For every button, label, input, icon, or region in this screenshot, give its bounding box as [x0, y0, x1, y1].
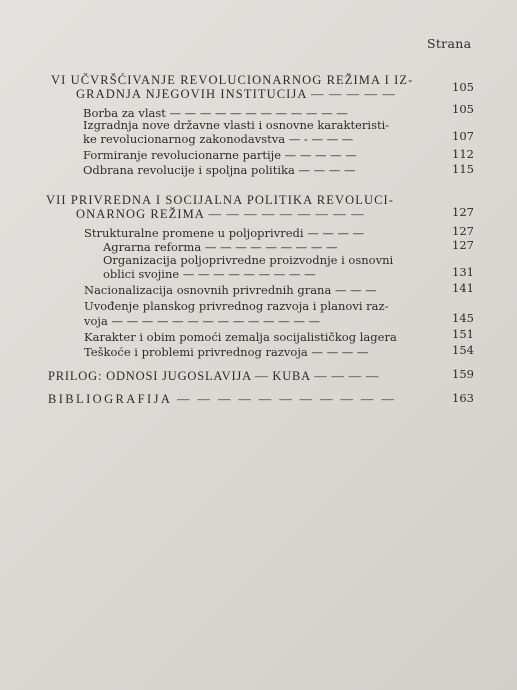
toc-page-number: 127: [452, 224, 474, 238]
toc-page-number: 127: [452, 205, 474, 219]
toc-entry-strukturalne: Strukturalne promene u poljoprivredi — — — —: [84, 226, 365, 240]
strana-header: Strana: [427, 36, 472, 51]
toc-entry-uvodjenje-line1: Uvođenje planskog privrednog razvoja i planovi raz-: [84, 299, 389, 313]
toc-page-number: 105: [452, 80, 474, 94]
toc-page-number: 141: [452, 281, 474, 295]
toc-entry-karakter: Karakter i obim pomoći zemalja socijalističkog lagera: [84, 330, 397, 344]
toc-page-number: 154: [452, 343, 474, 357]
toc-entry-borba: Borba za vlast — — — — — — — — — — — —: [83, 106, 348, 120]
toc-page-number: 112: [452, 147, 474, 161]
toc-chapter-vii-line1: VII PRIVREDNA I SOCIJALNA POLITIKA REVOLUCI-: [46, 193, 395, 207]
toc-subentry-agrarna: Agrarna reforma — — — — — — — — —: [103, 240, 338, 254]
toc-page-number: 145: [452, 311, 474, 325]
toc-subentry-organizacija-line1: Organizacija poljoprivredne proizvodnje i osnovni: [103, 253, 394, 267]
toc-entry-nacionalizacija: Nacionalizacija osnovnih privrednih grana — — —: [84, 283, 377, 297]
toc-page-number: 127: [452, 238, 474, 252]
toc-page-number: 159: [452, 367, 474, 381]
toc-page-number: 105: [452, 102, 474, 116]
toc-subentry-organizacija-line2: oblici svojine — — — — — — — — —: [103, 267, 316, 281]
toc-entry-izgradnja-line2: ke revolucionarnog zakonodavstva — - — — —: [83, 132, 354, 146]
toc-chapter-vii-line2: ONARNOG REŽIMA — — — — — — — — —: [76, 207, 365, 221]
toc-entry-teskoce: Teškoće i problemi privrednog razvoja — — — —: [84, 345, 369, 359]
toc-page-number: 115: [452, 162, 474, 176]
toc-page-number: 107: [452, 129, 474, 143]
toc-bibliografija: BIBLIOGRAFIJA — — — — — — — — — — —: [48, 392, 397, 406]
toc-chapter-vi-line1: VI UČVRŠĆIVANJE REVOLUCIONARNOG REŽIMA I IZ-: [51, 73, 414, 87]
toc-prilog: PRILOG: ODNOSI JUGOSLAVIJA — KUBA — — — —: [48, 369, 380, 383]
toc-entry-odbrana: Odbrana revolucije i spoljna politika — — — —: [83, 163, 356, 177]
toc-entry-izgradnja-line1: Izgradnja nove državne vlasti i osnovne karakteristi-: [83, 118, 390, 132]
toc-page-number: 151: [452, 327, 474, 341]
toc-entry-formiranje: Formiranje revolucionarne partije — — — — —: [83, 148, 357, 162]
toc-entry-uvodjenje-line2: voja — — — — — — — — — — — — — —: [84, 314, 321, 328]
toc-page-number: 131: [452, 265, 474, 279]
toc-chapter-vi-line2: GRADNJA NJEGOVIH INSTITUCIJA — — — — —: [76, 87, 396, 101]
toc-page-number: 163: [452, 391, 474, 405]
